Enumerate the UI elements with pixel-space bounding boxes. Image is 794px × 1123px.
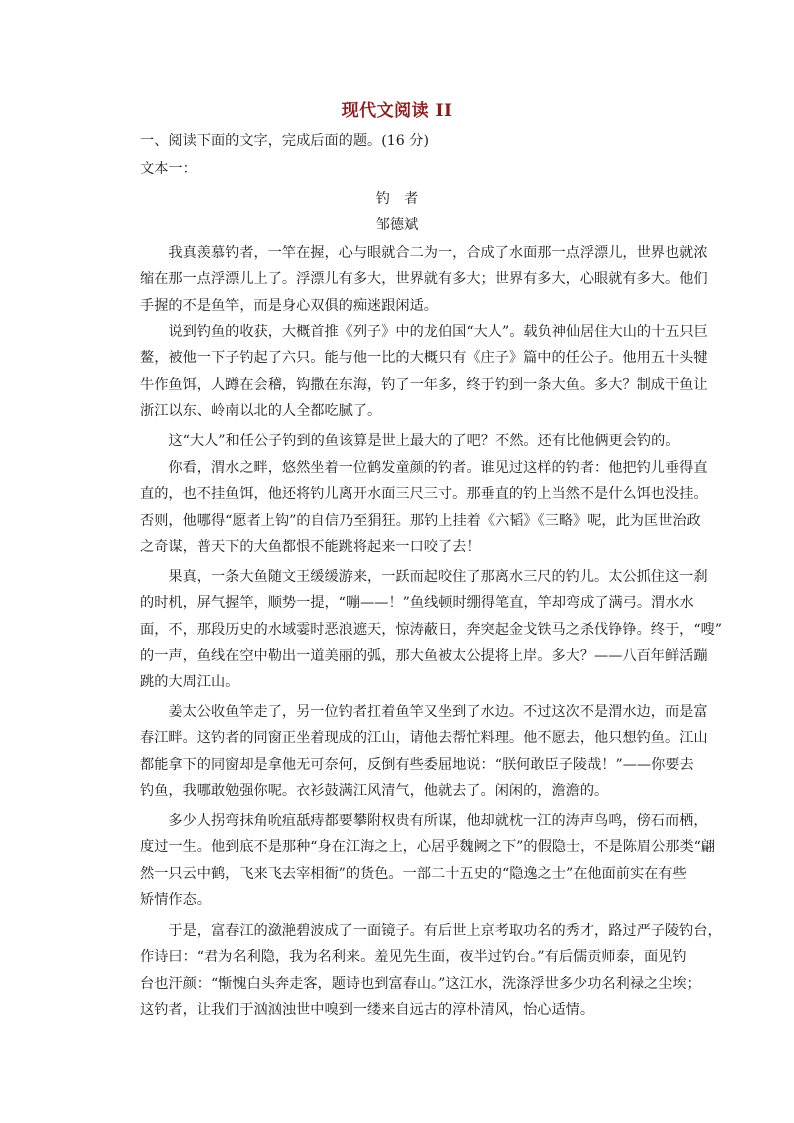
text-label: 文本一： bbox=[140, 161, 197, 177]
paragraph-line: 说到钓鱼的收获，大概首推《列子》中的龙伯国“大人”。载负神仙居住大山的十五只巨 bbox=[140, 324, 708, 340]
article-author: 邹德斌 bbox=[375, 217, 419, 233]
paragraph-line: 面，不，那段历史的水域霎时恶浪遮天，惊涛蔽日，奔突起金戈铁马之杀伐铮铮。终于，“嗖” bbox=[140, 621, 723, 638]
paragraph-line: 直的，也不挂鱼饵，他还将钓儿离开水面三尺三寸。那垂直的钓上当然不是什么饵也没挂。 bbox=[140, 486, 708, 503]
paragraph-line: 姜太公收鱼竿走了，另一位钓者扛着鱼竿又坐到了水边。不过这次不是渭水边，而是富 bbox=[140, 704, 708, 720]
paragraph-line: 的一声，鱼线在空中勒出一道美丽的弧，那大鱼被太公提将上岸。多大？——八百年鲜活蹦 bbox=[140, 647, 708, 664]
paragraph-line: 于是，富春江的潋滟碧波成了一面镜子。有后世上京考取功名的秀才，路过严子陵钓台， bbox=[140, 923, 722, 939]
paragraph-line: 这“大人”和任公子钓到的鱼该算是世上最大的了吧？不然。还有比他俩更会钓的。 bbox=[140, 433, 680, 449]
paragraph-line: 果真，一条大鱼随文王缓缓游来，一跃而起咬住了那离水三尺的钓儿。太公抓住这一刹 bbox=[140, 569, 708, 585]
paragraph-line: 矫情作态。 bbox=[140, 891, 211, 908]
document-title: 现代文阅读 II bbox=[341, 101, 453, 121]
paragraph-line: 台也汗颜：“惭愧白头奔走客，题诗也到富春山。”这江水，洗涤浮世多少功名利禄之尘埃； bbox=[140, 975, 701, 992]
paragraph-line: 缩在那一点浮漂儿上了。浮漂儿有多大，世界就有多大；世界有多大，心眼就有多大。他们 bbox=[140, 271, 708, 288]
paragraph-line: 这钓者，让我们于汹汹浊世中嗅到一缕来自远古的淳朴清风，怡心适情。 bbox=[140, 1001, 595, 1018]
paragraph-line: 鳌，被他一下子钓起了六只。能与他一比的大概只有《庄子》篇中的任公子。他用五十头犍 bbox=[140, 350, 708, 367]
paragraph-line: 浙江以东、岭南以北的人全都吃腻了。 bbox=[140, 402, 382, 419]
paragraph-line: 钓鱼，我哪敢勉强你呢。衣衫鼓满江风清气，他就去了。闲闲的，澹澹的。 bbox=[140, 782, 609, 799]
paragraph-line: 的时机，屏气握竿，顺势一提，“嘣——！”鱼线顿时绷得笔直，竿却弯成了满弓。渭水水 bbox=[140, 595, 694, 612]
paragraph bbox=[140, 455, 708, 560]
paragraph bbox=[140, 428, 680, 454]
paragraph-line: 度过一生。他到底不是那种“身在江海之上，心居乎魏阙之下”的假隐士，不是陈眉公那类“翩 bbox=[140, 839, 716, 856]
paragraph bbox=[140, 918, 722, 1023]
paragraph-line: 然一只云中鹤，飞来飞去宰相衙”的货色。一部二十五史的“隐逸之士”在他面前实在有些 bbox=[140, 865, 687, 882]
paragraph-line: 作诗曰：“君为名利隐，我为名利来。羞见先生面，夜半过钓台。”有后儒贡师泰，面见钓 bbox=[140, 949, 687, 966]
paragraph-line: 跳的大周江山。 bbox=[140, 674, 240, 691]
paragraph-line: 都能拿下的同窗却是拿他无可奈何，反倒有些委屈地说：“朕何敢臣子陵哉！”——你要去 bbox=[140, 756, 694, 773]
paragraph-line: 手握的不是鱼竿，而是身心双俱的痴迷跟闲适。 bbox=[140, 297, 438, 314]
paragraph bbox=[140, 319, 708, 424]
paragraph-line: 之奇谋，普天下的大鱼都恨不能跳将起来一口咬了去！ bbox=[140, 538, 481, 555]
paragraph bbox=[140, 699, 708, 804]
paragraph-line: 你看，渭水之畔，悠然坐着一位鹤发童颜的钓者。谁见过这样的钓者：他把钓儿垂得直 bbox=[140, 460, 708, 476]
paragraph bbox=[140, 808, 716, 913]
paragraph-line: 牛作鱼饵，人蹲在会稽，钩撒在东海，钓了一年多，终于钓到一条大鱼。多大？制成干鱼让 bbox=[140, 376, 708, 393]
article-title: 钓 者 bbox=[375, 191, 419, 207]
paragraph-line: 春江畔。这钓者的同窗正坐着现成的江山，请他去帮忙料理。他不愿去，他只想钓鱼。江山 bbox=[140, 730, 708, 747]
paragraph-line: 否则，他哪得“愿者上钩”的自信乃至狷狂。那钓上挂着《六韬》《三略》呢，此为匡世治政 bbox=[140, 512, 701, 529]
paragraph bbox=[140, 240, 708, 319]
paragraph bbox=[140, 564, 723, 695]
paragraph-line: 我真羡慕钓者，一竿在握，心与眼就合二为一，合成了水面那一点浮漂儿，世界也就浓 bbox=[140, 245, 708, 261]
paragraph-line: 多少人拐弯抹角吮疽舐痔都要攀附权贵有所谋，他却就枕一江的涛声鸟鸣，傍石而栖， bbox=[140, 813, 708, 829]
question-prompt: 一、阅读下面的文字，完成后面的题。(16 分) bbox=[140, 133, 430, 149]
